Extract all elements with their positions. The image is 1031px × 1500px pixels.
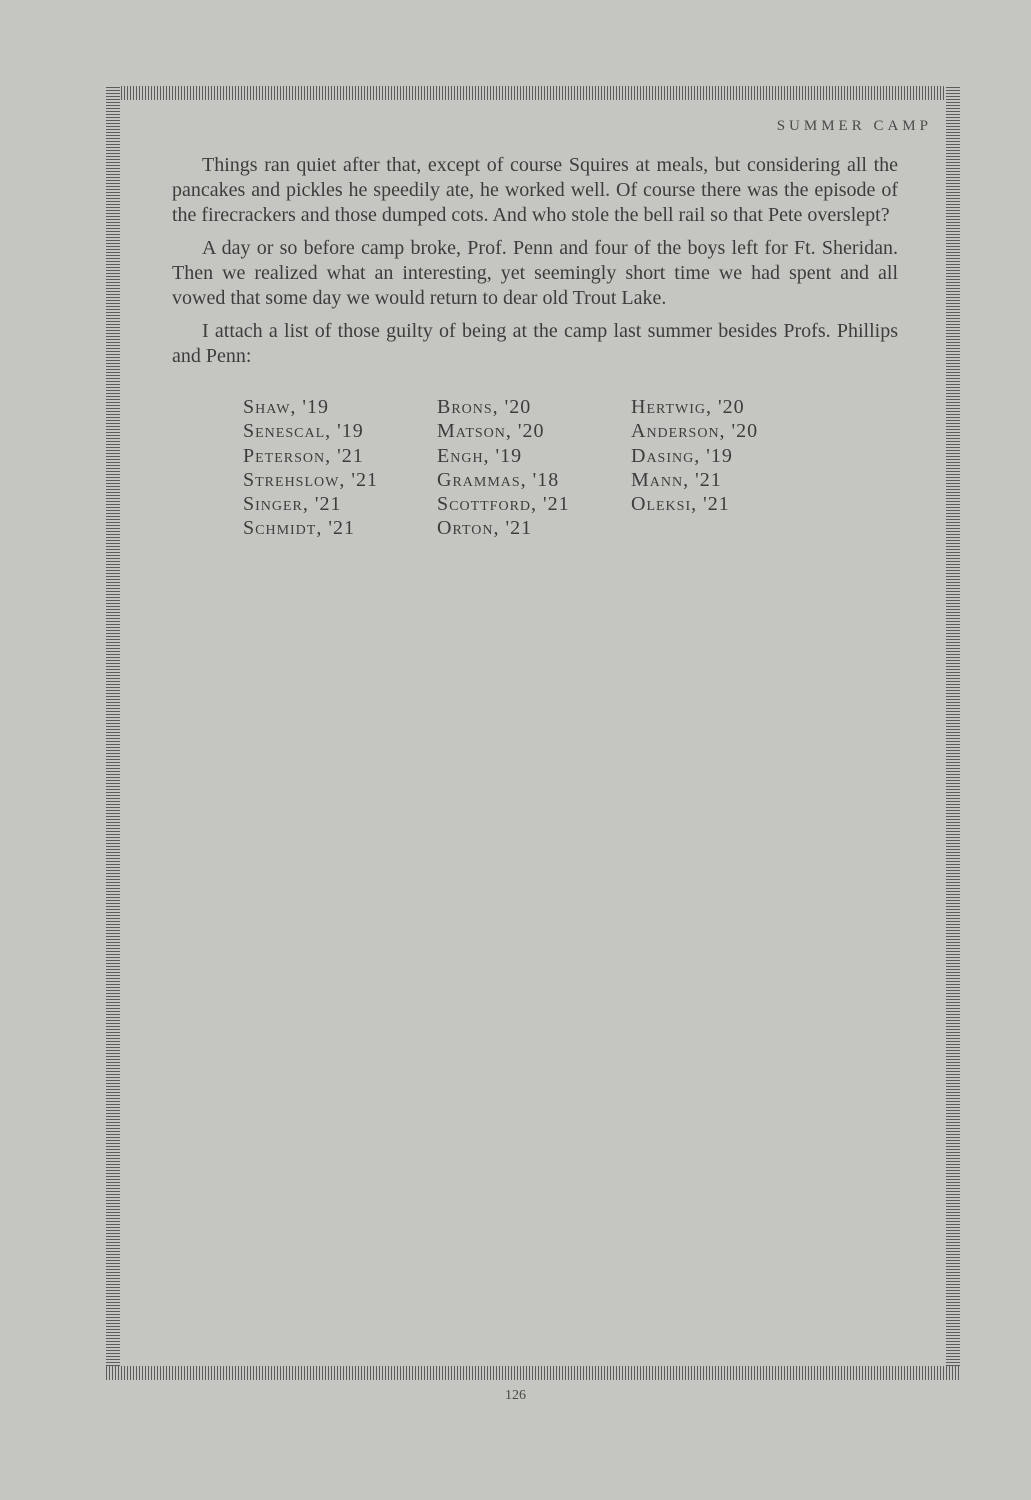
camper-name: Scottford, '21 (437, 493, 570, 516)
paragraph: I attach a list of those guilty of being at the camp last summer besides Profs. Phillips and Penn: (172, 320, 898, 367)
frame-border-left (106, 86, 120, 1372)
camper-name: Anderson, '20 (631, 420, 759, 443)
paragraph: Things ran quiet after that, except of course Squires at meals, but considering all the pancakes and pickles he speedily ate, he worked well. Of course there was the episode of the firecrackers and those dumped cots. And who stole the bell rail so that Pete overslept? (172, 154, 898, 226)
camper-name: Orton, '21 (437, 517, 533, 540)
camper-name: Grammas, '18 (437, 468, 560, 491)
camper-name: Engh, '19 (437, 444, 523, 467)
camper-name: Senescal, '19 (243, 420, 364, 443)
camper-name: Oleksi, '21 (631, 493, 730, 516)
camper-name: Strehslow, '21 (243, 468, 378, 491)
camper-name: Matson, '20 (437, 420, 545, 443)
name-column-3 (631, 395, 831, 516)
frame-border-bottom (106, 1366, 960, 1380)
camper-name: Schmidt, '21 (243, 517, 355, 540)
frame-border-right (946, 86, 960, 1372)
name-column-2 (437, 395, 637, 541)
camper-name: Mann, '21 (631, 468, 722, 491)
page-number: 126 (505, 1388, 526, 1403)
body-text (172, 153, 898, 377)
paragraph: A day or so before camp broke, Prof. Penn and four of the boys left for Ft. Sheridan. Then we realized what an interesting, yet seemingly short time we had spent and all vowed that some day we would return to dear old Trout Lake. (172, 237, 898, 309)
camper-name: Singer, '21 (243, 493, 342, 516)
frame-border-top (106, 86, 960, 100)
camper-name: Dasing, '19 (631, 444, 733, 467)
running-head: SUMMER CAMP (776, 118, 932, 134)
camper-name: Brons, '20 (437, 396, 532, 418)
camper-name: Shaw, '19 (243, 396, 330, 418)
camper-name: Hertwig, '20 (631, 396, 745, 418)
name-column-1 (243, 395, 443, 541)
camper-name: Peterson, '21 (243, 444, 364, 467)
